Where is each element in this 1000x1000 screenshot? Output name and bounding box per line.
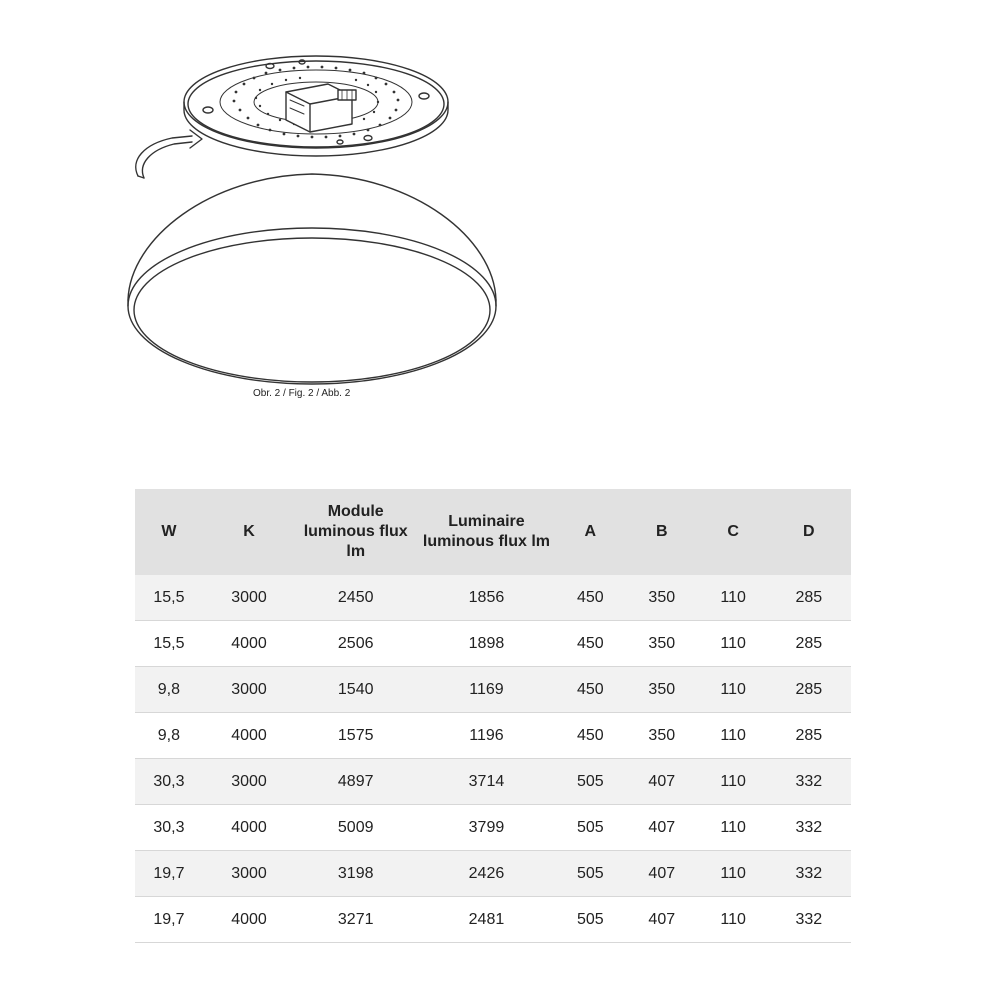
cell-b: 407 [624, 805, 700, 851]
table-row [135, 851, 851, 897]
cell-k: 3000 [203, 851, 295, 897]
column-header-c: C [727, 523, 739, 540]
cell-module-flux: 2506 [295, 621, 416, 667]
column-header-d: D [803, 523, 815, 540]
cell-k: 4000 [203, 621, 295, 667]
specifications-table [135, 489, 851, 943]
column-header-b: B [655, 523, 668, 540]
cell-luminaire-flux: 2481 [416, 897, 557, 943]
cell-a: 450 [557, 621, 624, 667]
cell-k: 3000 [203, 759, 295, 805]
cell-k: 4000 [203, 805, 295, 851]
cell-d: 285 [767, 575, 851, 621]
cell-d: 285 [767, 621, 851, 667]
cell-module-flux: 1540 [295, 667, 416, 713]
cell-a: 450 [557, 713, 624, 759]
cell-luminaire-flux: 3799 [416, 805, 557, 851]
cell-luminaire-flux: 1196 [416, 713, 557, 759]
cell-a: 505 [557, 897, 624, 943]
cell-c: 110 [700, 805, 767, 851]
cell-w: 9,8 [135, 667, 203, 713]
cell-module-flux: 1575 [295, 713, 416, 759]
cell-d: 332 [767, 851, 851, 897]
cell-k: 3000 [203, 667, 295, 713]
cell-d: 285 [767, 667, 851, 713]
driver-box [286, 84, 356, 132]
table-row [135, 759, 851, 805]
cell-d: 285 [767, 713, 851, 759]
cell-w: 15,5 [135, 621, 203, 667]
cell-module-flux: 2450 [295, 575, 416, 621]
table-row [135, 667, 851, 713]
cell-a: 505 [557, 805, 624, 851]
cell-luminaire-flux: 3714 [416, 759, 557, 805]
cell-a: 450 [557, 575, 624, 621]
table-row [135, 805, 851, 851]
table-row [135, 897, 851, 943]
table-header-row [135, 489, 851, 575]
cell-c: 110 [700, 667, 767, 713]
cell-c: 110 [700, 621, 767, 667]
column-header-module-flux: Module luminous flux lm [303, 503, 408, 560]
cell-w: 30,3 [135, 759, 203, 805]
cell-w: 30,3 [135, 805, 203, 851]
column-header-k: K [243, 523, 255, 540]
cell-k: 4000 [203, 897, 295, 943]
cell-w: 19,7 [135, 897, 203, 943]
cell-module-flux: 5009 [295, 805, 416, 851]
cell-b: 350 [624, 713, 700, 759]
column-header-luminaire-flux: Luminaire luminous flux lm [422, 513, 551, 550]
cell-w: 15,5 [135, 575, 203, 621]
cell-b: 407 [624, 897, 700, 943]
column-header-w: W [161, 523, 177, 540]
cell-k: 3000 [203, 575, 295, 621]
diffuser-dome [128, 174, 496, 384]
cell-b: 407 [624, 851, 700, 897]
luminaire-diagram [110, 40, 530, 400]
cell-luminaire-flux: 1856 [416, 575, 557, 621]
cell-b: 350 [624, 621, 700, 667]
cell-module-flux: 3198 [295, 851, 416, 897]
cell-c: 110 [700, 897, 767, 943]
cell-c: 110 [700, 759, 767, 805]
cell-d: 332 [767, 897, 851, 943]
cell-a: 505 [557, 851, 624, 897]
cell-c: 110 [700, 713, 767, 759]
cell-b: 350 [624, 575, 700, 621]
cell-w: 19,7 [135, 851, 203, 897]
cell-k: 4000 [203, 713, 295, 759]
cell-a: 450 [557, 667, 624, 713]
cell-b: 350 [624, 667, 700, 713]
cell-module-flux: 3271 [295, 897, 416, 943]
cell-c: 110 [700, 575, 767, 621]
cell-luminaire-flux: 1169 [416, 667, 557, 713]
cell-a: 505 [557, 759, 624, 805]
column-header-a: A [584, 523, 597, 540]
luminaire-drawing [110, 40, 530, 400]
cell-w: 9,8 [135, 713, 203, 759]
table-row [135, 621, 851, 667]
cell-c: 110 [700, 851, 767, 897]
cell-d: 332 [767, 759, 851, 805]
cell-b: 407 [624, 759, 700, 805]
table-row [135, 713, 851, 759]
cell-luminaire-flux: 2426 [416, 851, 557, 897]
cell-d: 332 [767, 805, 851, 851]
cell-module-flux: 4897 [295, 759, 416, 805]
figure-caption: Obr. 2 / Fig. 2 / Abb. 2 [253, 388, 351, 399]
table-row [135, 575, 851, 621]
cell-luminaire-flux: 1898 [416, 621, 557, 667]
rotation-arrow-icon [136, 130, 202, 178]
